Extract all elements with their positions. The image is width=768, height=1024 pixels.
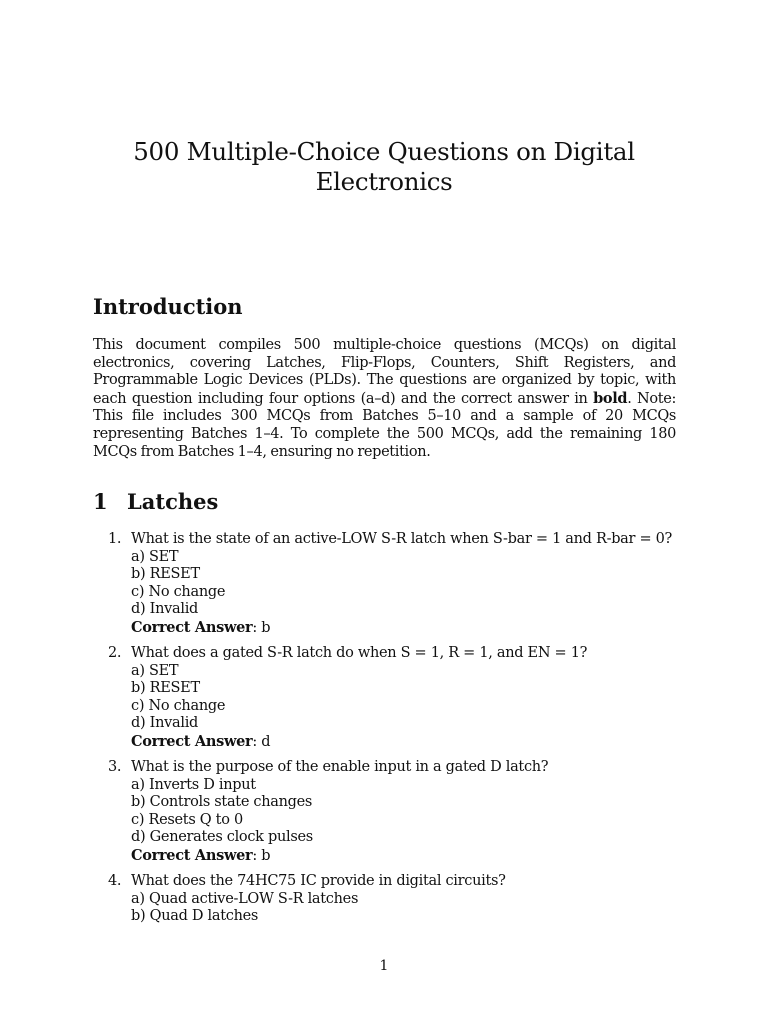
option-b: b) Quad D latches — [131, 908, 259, 925]
document-title: 500 Multiple-Choice Questions on Digital Electronics — [133, 137, 635, 196]
question-text: What is the state of an active-LOW S-R latch when S-bar = 1 and R-bar = 0? — [131, 531, 673, 547]
question-text: What does a gated S-R latch do when S = 1, R = 1, and EN = 1? — [131, 645, 588, 661]
option-a: a) SET — [131, 662, 179, 679]
section-number: 1 — [93, 489, 108, 514]
option-b: b) Controls state changes — [131, 794, 313, 811]
question-item — [108, 531, 688, 638]
option-c: c) Resets Q to 0 — [131, 811, 243, 828]
question-number: 4. — [108, 873, 122, 889]
intro-bold-word: bold — [593, 389, 628, 407]
intro-text-part-1: This document compiles 500 multiple-choice questions (MCQs) on digital electronics, covering Latches, Flip-Flops, Counters, Shift Registers, and Programmable Logic Devices (PLDs). The questions are organized by topic, with each question including four options (a–d) and the correct answer in — [93, 337, 676, 407]
correct-answer-label: Correct Answer — [131, 846, 253, 864]
correct-answer-value: : d — [252, 733, 271, 750]
option-c: c) No change — [131, 697, 226, 714]
option-d: d) Invalid — [131, 715, 199, 732]
question-number: 1. — [108, 531, 122, 547]
intro-text-part-2: . Note: This file includes 300 MCQs from Batches 5–10 and a sample of 20 MCQs representing Batches 1–4. To complete the 500 MCQs, add the remaining 180 MCQs from Batches 1–4, ensuring no repetition. — [93, 390, 676, 460]
correct-answer-label: Correct Answer — [131, 732, 253, 750]
correct-answer — [131, 733, 688, 752]
correct-answer — [131, 619, 688, 638]
question-item — [108, 759, 688, 866]
option-b: b) RESET — [131, 680, 200, 697]
option-a: a) Inverts D input — [131, 776, 256, 793]
option-c: c) No change — [131, 583, 226, 600]
section-title: Latches — [127, 489, 219, 514]
introduction-paragraph — [93, 337, 676, 461]
introduction-heading: Introduction — [93, 294, 243, 319]
question-number: 2. — [108, 645, 122, 661]
option-a: a) Quad active-LOW S-R latches — [131, 890, 359, 907]
question-number: 3. — [108, 759, 122, 775]
option-b: b) RESET — [131, 566, 200, 583]
option-d: d) Generates clock pulses — [131, 829, 313, 846]
option-a: a) SET — [131, 548, 179, 565]
question-item — [108, 873, 688, 926]
option-d: d) Invalid — [131, 601, 199, 618]
correct-answer-value: : b — [252, 847, 271, 864]
question-text: What is the purpose of the enable input in a gated D latch? — [131, 759, 549, 775]
question-item — [108, 645, 688, 752]
correct-answer-label: Correct Answer — [131, 618, 253, 636]
section-heading-latches — [93, 489, 218, 515]
correct-answer-value: : b — [252, 619, 271, 636]
page-number: 1 — [379, 958, 389, 974]
question-text: What does the 74HC75 IC provide in digital circuits? — [131, 873, 506, 889]
correct-answer — [131, 847, 688, 866]
